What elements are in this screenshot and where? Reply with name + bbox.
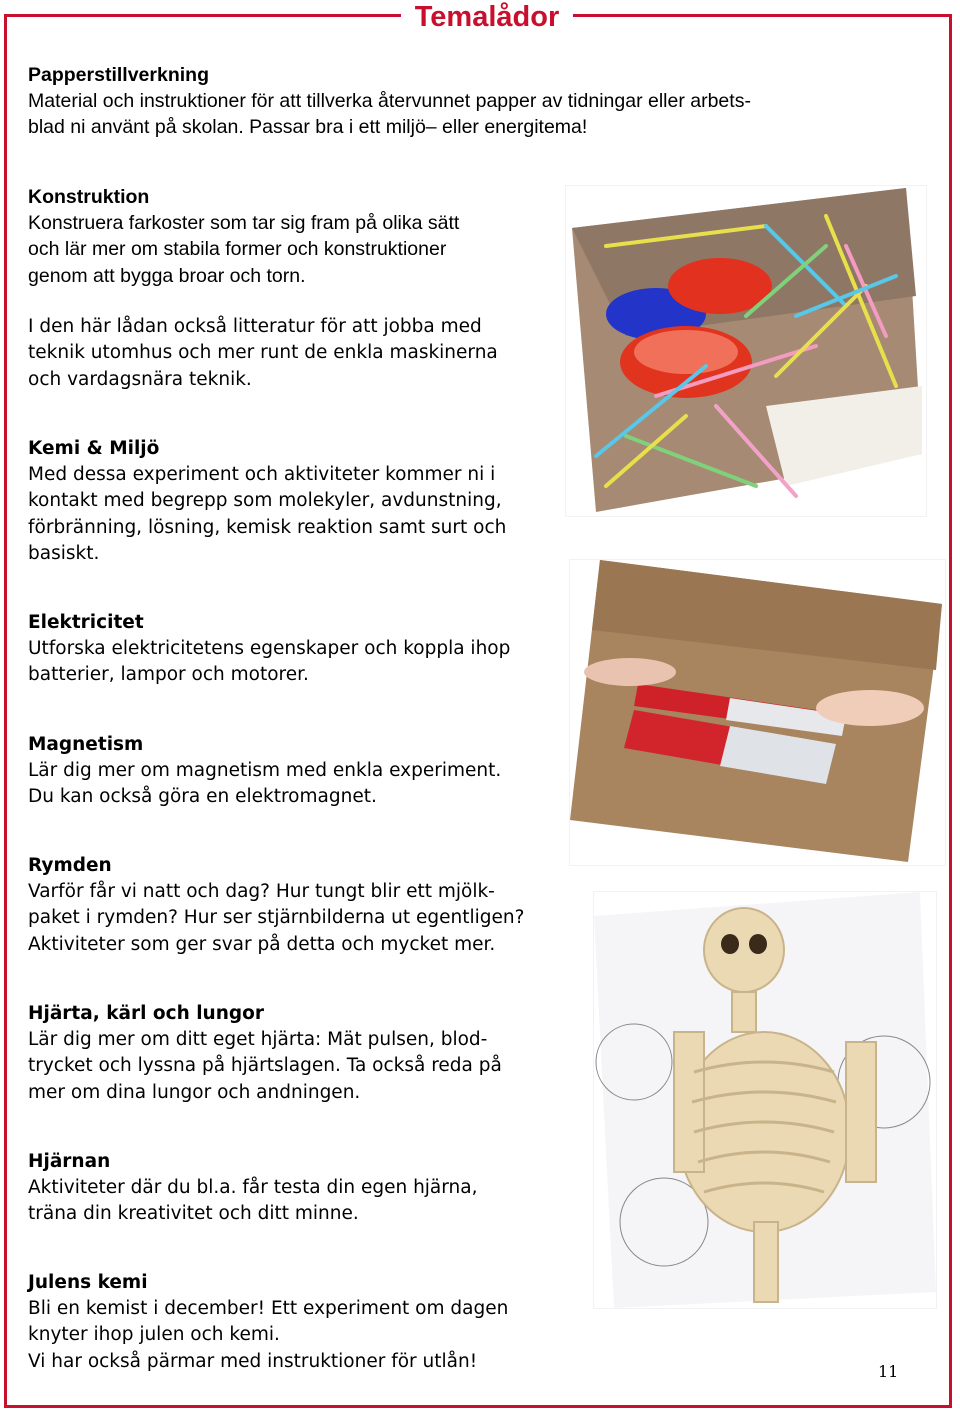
section-heading: Julens kemi	[28, 1272, 148, 1293]
section-heading: Hjärta, kärl och lungor	[28, 1003, 264, 1024]
section-heading: Elektricitet	[28, 612, 144, 633]
section-body: Konstruera farkoster som tar sig fram på olika sätt och lär mer om stabila former och konstruktioner genom att bygga broar och torn.	[28, 212, 460, 287]
section-heading: Rymden	[28, 855, 112, 876]
section-body: Varför får vi natt och dag? Hur tungt blir ett mjölk- paket i rymden? Hur ser stjärnbilderna ut egentligen? Aktiviteter som ger svar på detta och mycket mer.	[28, 881, 525, 955]
section-body: Utforska elektricitetens egenskaper och koppla ihop batterier, lampor och motorer.	[28, 638, 511, 686]
skeleton-photo	[594, 892, 936, 1308]
section-body: I den här lådan också litteratur för att jobba med teknik utomhus och mer runt de enkla maskinerna och vardagsnära teknik.	[28, 316, 498, 390]
page-title-wrap	[0, 0, 960, 36]
construction-photo	[566, 186, 926, 516]
page-number: 11	[878, 1362, 899, 1381]
section-body: Bli en kemist i december! Ett experiment om dagen knyter ihop julen och kemi. Vi har också pärmar med instruktioner för utlån!	[28, 1298, 509, 1372]
section-heading: Magnetism	[28, 734, 144, 755]
section-konstruktion	[28, 184, 459, 289]
section-rymden	[28, 853, 524, 958]
section-papperstillverkning	[28, 62, 751, 141]
magnets-photo	[570, 560, 945, 865]
section-kemi-miljo	[28, 436, 506, 567]
section-body: Lär dig mer om magnetism med enkla experiment. Du kan också göra en elektromagnet.	[28, 760, 502, 808]
section-julens-kemi	[28, 1270, 508, 1375]
section-konstruktion-extra	[28, 314, 498, 393]
section-heading: Kemi & Miljö	[28, 438, 160, 459]
section-body: Lär dig mer om ditt eget hjärta: Mät pulsen, blod- trycket och lyssna på hjärtslagen. Ta också reda på mer om dina lungor och andningen.	[28, 1029, 502, 1103]
section-hjarta	[28, 1001, 502, 1106]
section-magnetism	[28, 732, 501, 811]
section-heading: Konstruktion	[28, 186, 150, 208]
section-hjarnan	[28, 1149, 478, 1228]
section-body: Material och instruktioner för att tillverka återvunnet papper av tidningar eller arbets- blad ni använt på skolan. Passar bra i ett miljö– eller energitema!	[28, 90, 751, 139]
section-body: Med dessa experiment och aktiviteter kommer ni i kontakt med begrepp som molekyler, avdunstning, förbränning, lösning, kemisk reaktion samt surt och basiskt.	[28, 464, 507, 564]
page-title: Temalådor	[401, 1, 574, 33]
section-heading: Papperstillverkning	[28, 64, 209, 86]
section-heading: Hjärnan	[28, 1151, 111, 1172]
section-elektricitet	[28, 610, 510, 689]
section-body: Aktiviteter där du bl.a. får testa din egen hjärna, träna din kreativitet och ditt minne.	[28, 1177, 478, 1225]
